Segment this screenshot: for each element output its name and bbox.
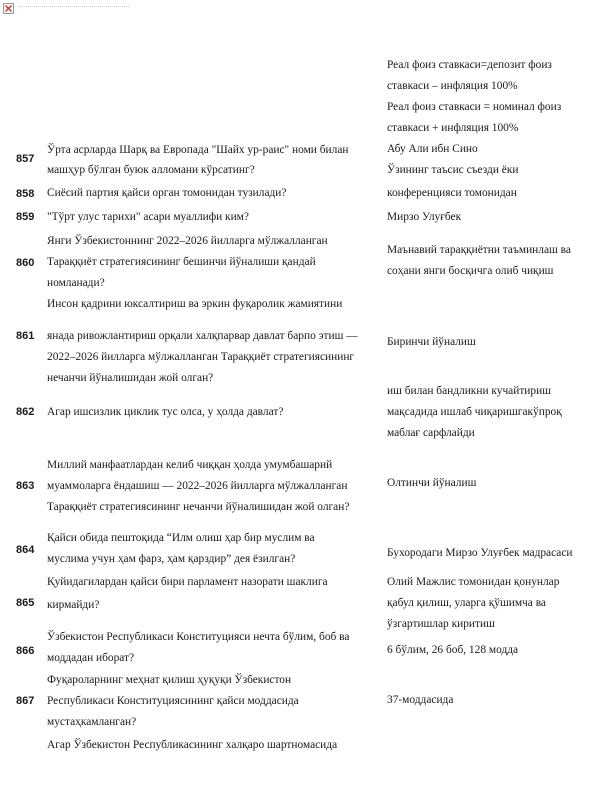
- answer-line: 6 бўлим, 26 боб, 128 модда: [387, 644, 519, 656]
- question-line: Агар Ўзбекистон Республикасининг халқаро шартномасида: [47, 739, 338, 751]
- answer-line: 37-моддасида: [387, 694, 454, 706]
- question-number: 857: [16, 153, 35, 165]
- answer-line: Мирзо Улуғбек: [387, 211, 462, 223]
- question-line: кирмайди?: [47, 599, 100, 611]
- answer-line: Олий Мажлис томонидан қонунлар: [387, 576, 560, 588]
- answer-line: Реал фоиз ставкаси = номинал фоиз: [387, 101, 562, 113]
- question-line: Тараққиёт стратегиясининг бешинчи йўналиши қандай: [47, 256, 316, 268]
- question-line: муслима учун ҳам фарз, ҳам қарздир” дея ёзилган?: [47, 553, 296, 565]
- question-number: 865: [16, 597, 35, 609]
- question-line: мустаҳкамланган?: [47, 716, 137, 728]
- question-line: Янги Ўзбекистоннинг 2022–2026 йилларга мўлжалланган: [47, 235, 328, 247]
- answer-line: маблағ сарфлайди: [387, 427, 475, 439]
- question-line: Республикаси Конституциясининг қайси моддасида: [47, 695, 299, 707]
- question-number: 867: [16, 695, 35, 707]
- question-line: машҳур бўлган буюк алломани кўрсатинг?: [47, 164, 255, 176]
- question-number: 866: [16, 645, 35, 657]
- question-number: 859: [16, 211, 35, 223]
- question-number: 864: [16, 544, 35, 556]
- question-line: Фуқароларнинг меҳнат қилиш ҳуқуқи Ўзбекистон: [47, 674, 292, 686]
- answer-line: ставкаси + инфляция 100%: [387, 122, 519, 134]
- answer-line: соҳани янги босқичга олиб чиқиш: [387, 265, 554, 277]
- answer-line: Маънавий тараққиётни таъминлаш ва: [387, 244, 571, 256]
- question-line: Қуйидагилардан қайси бири парламент назорати шаклига: [47, 576, 328, 588]
- broken-image-icon: [3, 3, 14, 14]
- question-number: 862: [16, 406, 35, 418]
- question-line: Қайси обида пештоқида “Илм олиш ҳар бир муслим ва: [47, 532, 315, 544]
- question-line: Миллий манфаатлардан келиб чиққан ҳолда умумбашарий: [47, 459, 333, 471]
- question-number: 860: [16, 257, 35, 269]
- question-number: 858: [16, 188, 35, 200]
- answer-line: Ўзининг таъсис съезди ёки: [387, 164, 519, 176]
- question-line: 2022–2026 йилларга мўлжалланган Тараққиёт стратегиясининг: [47, 351, 355, 363]
- question-line: Тараққиёт стратегиясининг нечанчи йўналишидан жой олган?: [47, 501, 350, 513]
- answer-line: конференцияси томонидан: [387, 187, 517, 199]
- question-line: янада ривожлантириш орқали халқпарвар давлат барпо этиш —: [47, 330, 358, 342]
- question-number: 861: [16, 330, 35, 342]
- answer-line: Биринчи йўналиш: [387, 336, 476, 348]
- question-line: номланади?: [47, 277, 105, 289]
- question-number: 863: [16, 480, 35, 492]
- answer-line: ставкаси – инфляция 100%: [387, 80, 518, 92]
- question-line: Агар ишсизлик циклик тус олса, у ҳолда давлат?: [47, 406, 284, 418]
- question-line: муаммоларга ёндашиш — 2022–2026 йилларга мўлжалланган: [47, 480, 348, 492]
- answer-line: Олтинчи йўналиш: [387, 477, 477, 489]
- answer-line: Абу Али ибн Сино: [387, 143, 478, 155]
- header-placeholder: [19, 6, 129, 7]
- answer-line: мақсадида ишлаб чиқаришгакўпроқ: [387, 406, 562, 418]
- question-line: "Тўрт улус тарихи" асари муаллифи ким?: [47, 211, 249, 223]
- question-line: Сиёсий партия қайси орган томонидан тузилади?: [47, 187, 287, 199]
- answer-line: Бухородаги Мирзо Улуғбек мадрасаси: [387, 547, 573, 559]
- answer-line: ўзгартишлар киритиш: [387, 618, 495, 630]
- question-line: Ўрта асрларда Шарқ ва Европада "Шайх ур-раис" номи билан: [47, 144, 349, 156]
- answer-line: Реал фоиз ставкаси=депозит фоиз: [387, 59, 552, 71]
- question-line: Ўзбекистон Республикаси Конституцияси нечта бўлим, боб ва: [47, 631, 350, 643]
- answer-line: иш билан бандликни кучайтириш: [387, 385, 551, 397]
- question-line: нечанчи йўналишидан жой олган?: [47, 372, 214, 384]
- question-line: моддадан иборат?: [47, 652, 135, 664]
- question-line: Инсон қадрини юксалтириш ва эркин фуқаролик жамиятини: [47, 298, 343, 310]
- answer-line: қабул қилиш, уларга қўшимча ва: [387, 597, 546, 609]
